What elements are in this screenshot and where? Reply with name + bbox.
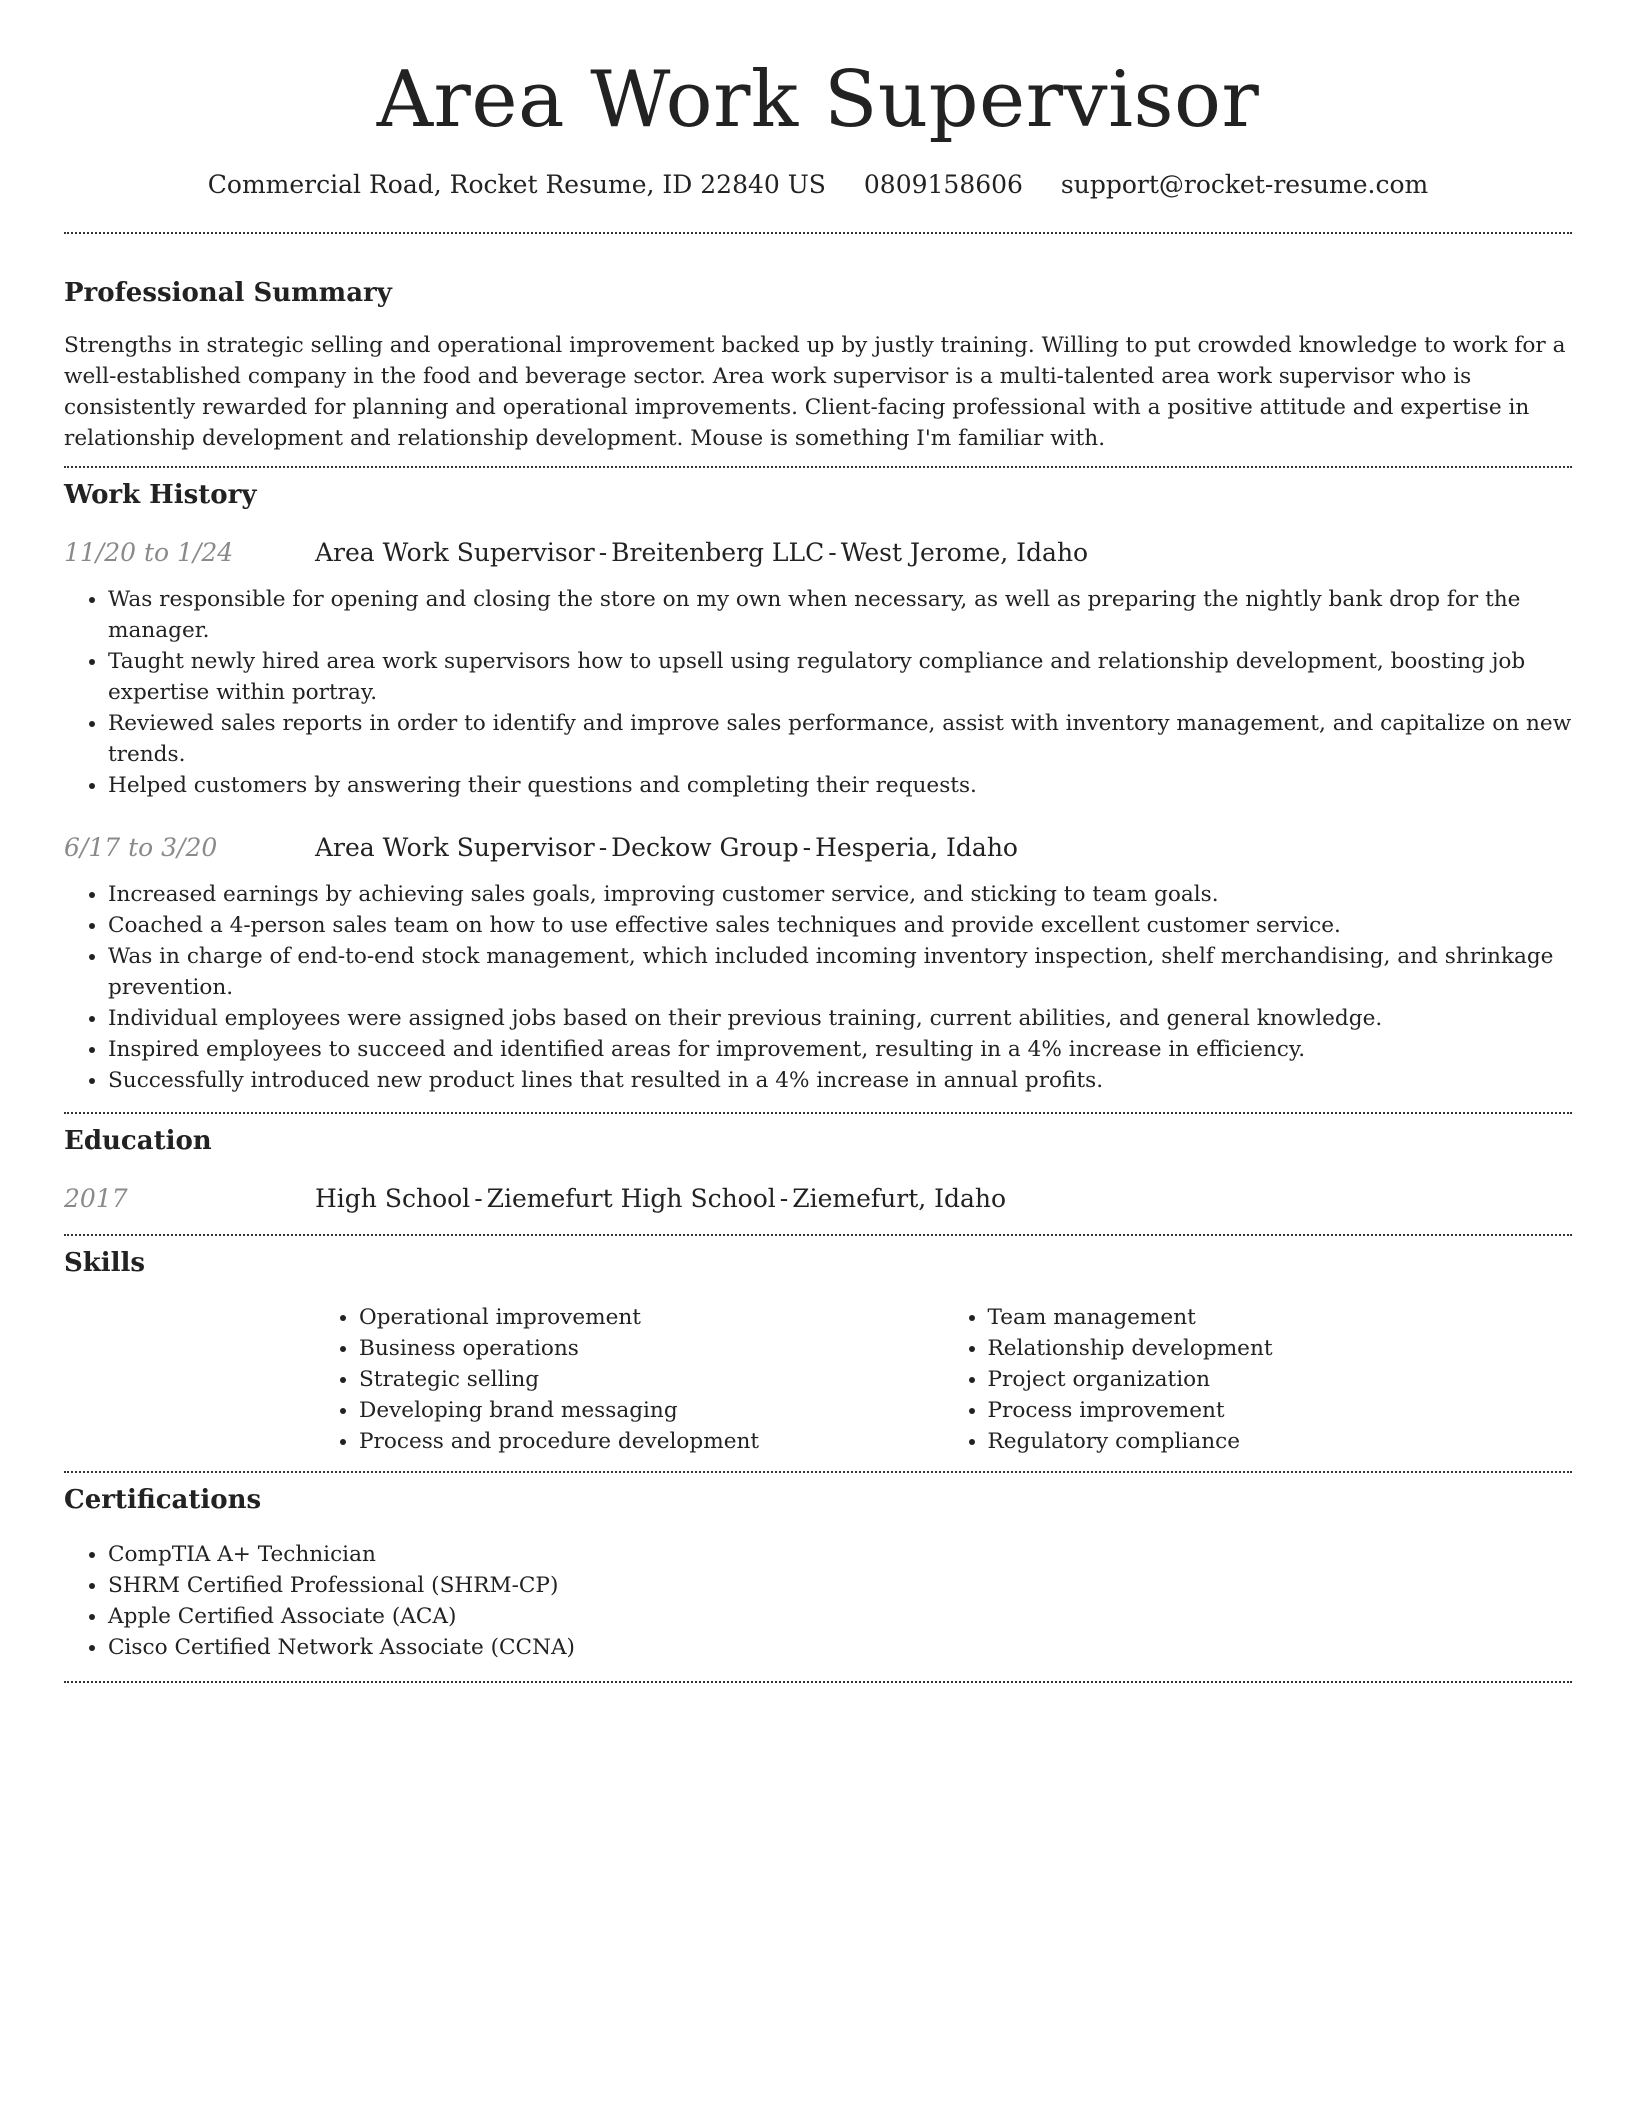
job-bullet: • Successfully introduced new product lines that resulted in a 4% increase in annual profits. (108, 1065, 1572, 1096)
job-role: Area Work Supervisor (315, 833, 595, 862)
separator: - (598, 538, 608, 567)
job-dates: 6/17 to 3/20 (64, 833, 218, 862)
job-dates: 11/20 to 1/24 (64, 538, 234, 567)
contact-address: Commercial Road, Rocket Resume, ID 22840 US (207, 170, 826, 199)
job-bullet: • Increased earnings by achieving sales goals, improving customer service, and sticking to team goals. (108, 879, 1572, 910)
skill-item: • Relationship development (988, 1333, 1573, 1364)
job-bullet: • Was responsible for opening and closing the store on my own when necessary, as well as preparing the nightly bank drop for the manager. (108, 584, 1572, 646)
skill-item: • Process and procedure development (359, 1426, 944, 1457)
job-bullet: • Coached a 4-person sales team on how to use effective sales techniques and provide excellent customer service. (108, 910, 1572, 941)
education-title (315, 1182, 1006, 1216)
skill-item: • Regulatory compliance (988, 1426, 1573, 1457)
job-company: Breitenberg LLC (611, 538, 825, 567)
skill-item: • Business operations (359, 1333, 944, 1364)
contact-email: support@rocket-resume.com (1060, 170, 1429, 199)
skills-section (64, 1236, 1572, 1457)
education-degree: High School (315, 1184, 471, 1213)
education-section (64, 1114, 1572, 1216)
separator: - (828, 538, 837, 567)
job-bullets (64, 879, 1572, 1096)
skill-item: • Project organization (988, 1364, 1573, 1395)
summary-section (64, 234, 1572, 454)
job-bullet: • Individual employees were assigned jobs based on their previous training, current abilities, and general knowledge. (108, 1003, 1572, 1034)
skill-item: • Process improvement (988, 1395, 1573, 1426)
separator: - (598, 833, 608, 862)
certification-item: • CompTIA A+ Technician (108, 1539, 1572, 1570)
job-entry (64, 536, 1572, 801)
job-bullet: • Was in charge of end-to-end stock management, which included incoming inventory inspection, shelf merchandising, and shrinkage prevention. (108, 941, 1572, 1003)
divider (64, 1681, 1572, 1683)
job-company: Deckow Group (611, 833, 799, 862)
education-location: Ziemefurt, Idaho (792, 1184, 1007, 1213)
job-title (315, 536, 1088, 570)
education-heading: Education (64, 1126, 212, 1156)
contact-phone: 0809158606 (863, 170, 1023, 199)
job-bullets (64, 584, 1572, 801)
separator: - (779, 1184, 789, 1213)
job-location: West Jerome, Idaho (840, 538, 1089, 567)
job-bullet: • Reviewed sales reports in order to identify and improve sales performance, assist with inventory management, and capitalize on new trends. (108, 708, 1572, 770)
work-history-heading: Work History (64, 480, 257, 510)
skills-list-left (315, 1302, 944, 1457)
skill-item: • Developing brand messaging (359, 1395, 944, 1426)
certifications-section (64, 1473, 1572, 1663)
resume-name: Area Work Supervisor (376, 55, 1260, 145)
job-role: Area Work Supervisor (315, 538, 595, 567)
resume-page (64, 0, 1572, 1683)
certification-item: • Apple Certified Associate (ACA) (108, 1601, 1572, 1632)
separator: - (802, 833, 812, 862)
job-bullet: • Taught newly hired area work supervisors how to upsell using regulatory compliance and relationship development, boosting job expertise within portray. (108, 646, 1572, 708)
job-entry (64, 831, 1572, 1096)
contact-line (64, 168, 1572, 202)
work-history-section (64, 468, 1572, 1096)
skills-columns (315, 1302, 1572, 1457)
certification-item: • SHRM Certified Professional (SHRM-CP) (108, 1570, 1572, 1601)
job-bullet: • Inspired employees to succeed and identified areas for improvement, resulting in a 4% increase in efficiency. (108, 1034, 1572, 1065)
summary-text: Strengths in strategic selling and operational improvement backed up by justly training. Willing to put crowded knowledge to work for a well-established company in the food and beverage sector. Area work supervisor is a multi-talented area work supervisor who is consistently rewarded for planning and operational improvements. Client-facing professional with a positive attitude and expertise in relationship development and relationship development. Mouse is something I'm familiar with. (64, 333, 1566, 451)
job-location: Hesperia, Idaho (815, 833, 1018, 862)
certification-item: • Cisco Certified Network Associate (CCNA) (108, 1632, 1572, 1663)
skill-item: • Strategic selling (359, 1364, 944, 1395)
skills-list-right (944, 1302, 1573, 1457)
certifications-heading: Certifications (64, 1485, 262, 1515)
skill-item: • Operational improvement (359, 1302, 944, 1333)
summary-heading: Professional Summary (64, 278, 392, 308)
skills-heading: Skills (64, 1248, 146, 1278)
job-bullet: • Helped customers by answering their questions and completing their requests. (108, 770, 1572, 801)
education-year: 2017 (64, 1184, 128, 1213)
education-entry (64, 1182, 1572, 1216)
education-school: Ziemefurt High School (486, 1184, 776, 1213)
certifications-list (64, 1539, 1572, 1663)
job-title (315, 831, 1018, 865)
skill-item: • Team management (988, 1302, 1573, 1333)
separator: - (474, 1184, 483, 1213)
